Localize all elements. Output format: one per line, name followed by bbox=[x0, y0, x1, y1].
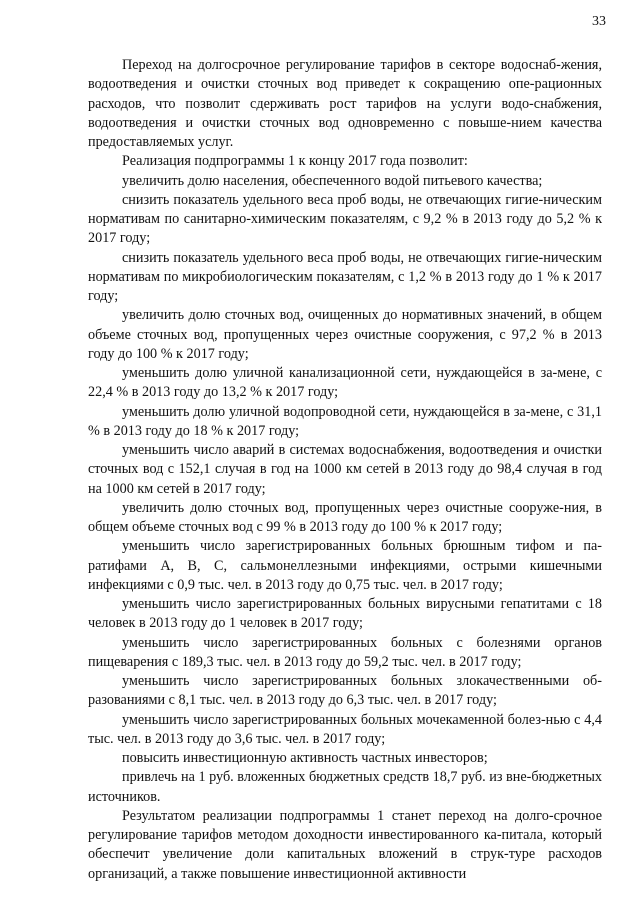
list-item: уменьшить число зарегистрированных больных мочекаменной болез-нью с 4,4 тыс. чел. в 2013 году до 3,6 тыс. чел. в 2017 году; bbox=[88, 711, 602, 747]
list-item: увеличить долю населения, обеспеченного водой питьевого качества; bbox=[122, 172, 543, 189]
paragraph: Переход на долгосрочное регулирование тарифов в секторе водоснаб-жения, водоотведения и очистки сточных вод приведет к сокращению опе-рационных расходов, что позволит сдерживать рост тарифов на услуги водо-снабжения, водоотведения и очистки сточных вод одновременно с повыше-нием качества предоставляемых услуг. bbox=[88, 57, 602, 150]
list-item: снизить показатель удельного веса проб воды, не отвечающих гигие-ническим нормативам по санитарно-химическим показателям, с 9,2 % в 2013 году до 5,2 % к 2017 году; bbox=[88, 191, 602, 247]
list-item: уменьшить число зарегистрированных больных злокачественными об-разованиями с 8,1 тыс. чел. в 2013 году до 6,3 тыс. чел. в 2017 году; bbox=[88, 673, 602, 709]
list-item: увеличить долю сточных вод, пропущенных через очистные сооруже-ния, в общем объеме сточных вод с 99 % в 2013 году до 100 % к 2017 году; bbox=[88, 499, 602, 535]
paragraph: Реализация подпрограммы 1 к концу 2017 года позволит: bbox=[122, 153, 468, 170]
page-number: 33 bbox=[592, 14, 606, 29]
list-item: уменьшить число аварий в системах водоснабжения, водоотведения и очистки сточных вод с 152,1 случая в год на 1000 км сетей в 2013 году до 98,4 случая в год на 1000 км сетей в 2017 году; bbox=[88, 442, 602, 497]
document-body bbox=[88, 56, 602, 884]
list-item: увеличить долю сточных вод, очищенных до нормативных значений, в общем объеме сточных вод, пропущенных через очистные сооружения, с 97,2 % в 2013 году до 100 % к 2017 году; bbox=[88, 307, 602, 362]
list-item: уменьшить число зарегистрированных больных брюшным тифом и па-ратифами А, В, С, сальмонеллезными инфекциями, острыми кишечными инфекциями с 0,9 тыс. чел. в 2013 году до 0,75 тыс. чел. в 2017 году; bbox=[88, 538, 602, 593]
list-item: уменьшить долю уличной водопроводной сети, нуждающейся в за-мене, с 31,1 % в 2013 году до 18 % к 2017 году; bbox=[88, 403, 602, 439]
list-item: уменьшить долю уличной канализационной сети, нуждающейся в за-мене, с 22,4 % в 2013 году до 13,2 % к 2017 году; bbox=[88, 365, 602, 401]
list-item: уменьшить число зарегистрированных больных с болезнями органов пищеварения с 189,3 тыс. чел. в 2013 году до 59,2 тыс. чел. в 2017 году; bbox=[88, 634, 602, 670]
list-item: снизить показатель удельного веса проб воды, не отвечающих гигие-ническим нормативам по микробиологическим показателям, с 1,2 % в 2013 году до 1 % к 2017 году; bbox=[88, 249, 602, 304]
list-item: повысить инвестиционную активность частных инвесторов; bbox=[122, 750, 488, 766]
list-item: привлечь на 1 руб. вложенных бюджетных средств 18,7 руб. из вне-бюджетных источников. bbox=[88, 769, 602, 805]
paragraph: Результатом реализации подпрограммы 1 станет переход на долго-срочное регулирование тарифов методом доходности инвестированного ка-питала, который обеспечит увеличение доли капитальных вложений в струк-туре расходов организаций, а также повышение инвестиционной активности bbox=[88, 807, 602, 882]
list-item: уменьшить число зарегистрированных больных вирусными гепатитами с 18 человек в 2013 году до 1 человек в 2017 году; bbox=[88, 596, 602, 632]
